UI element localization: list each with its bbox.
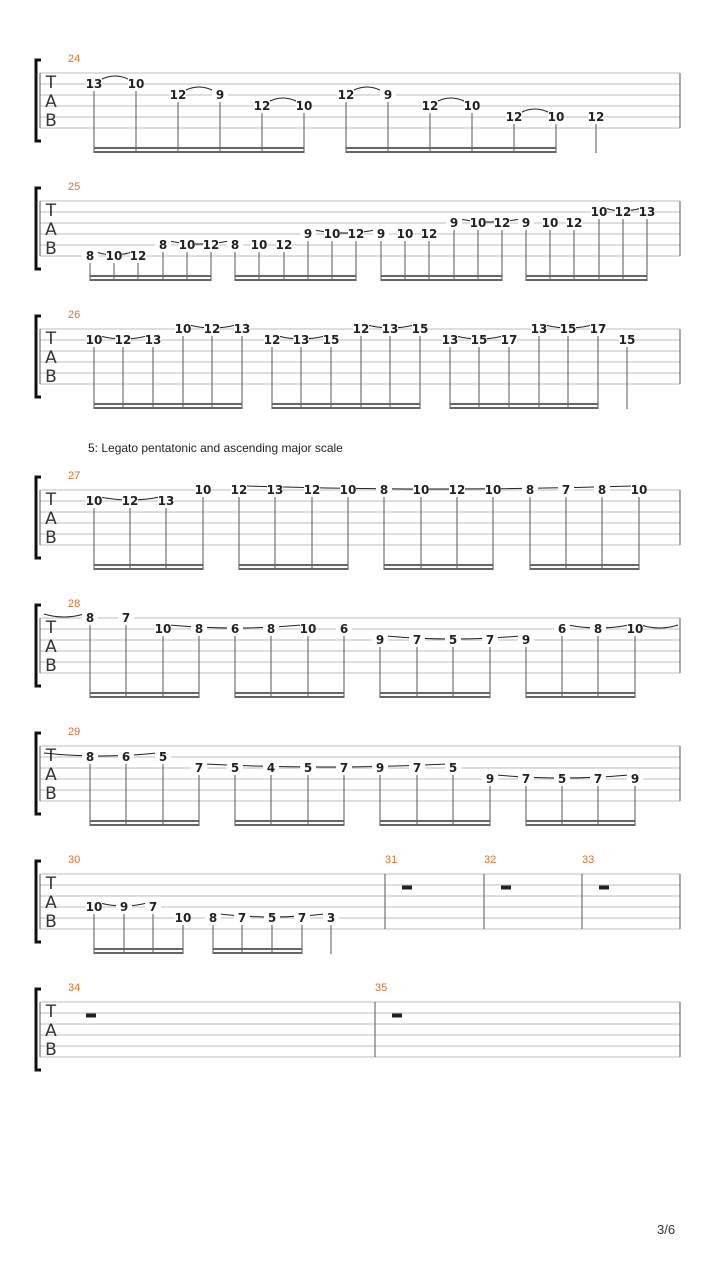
beam: [450, 407, 598, 409]
fret-number: 8: [85, 611, 95, 625]
fret-number: 9: [383, 88, 393, 102]
fret-number: 10: [85, 494, 103, 508]
measure-number: 31: [385, 854, 398, 866]
measure-number: 29: [68, 726, 81, 738]
beam: [530, 568, 639, 570]
tab-system-7: [36, 854, 680, 954]
fret-number: 5: [303, 761, 313, 775]
measure-number: 34: [68, 982, 81, 994]
fret-number: 10: [85, 900, 103, 914]
fret-number: 6: [557, 622, 567, 636]
fret-number: 13: [441, 333, 459, 347]
fret-number: 13: [144, 333, 162, 347]
fret-number: 10: [178, 238, 196, 252]
beam: [381, 275, 502, 277]
fret-number: 12: [505, 110, 523, 124]
fret-number: 8: [525, 483, 535, 497]
beam: [530, 564, 639, 566]
fret-number: 5: [267, 911, 277, 925]
fret-number: 9: [376, 227, 386, 241]
fret-number: 10: [250, 238, 268, 252]
fret-number: 7: [297, 911, 307, 925]
beam: [235, 696, 344, 698]
slur: [352, 87, 382, 91]
beam: [380, 824, 490, 826]
beam: [380, 820, 490, 822]
fret-number: 12: [275, 238, 293, 252]
measure-number: 32: [484, 854, 497, 866]
fret-number: 12: [493, 216, 511, 230]
tab-clef-letter: T: [45, 490, 57, 510]
tab-clef-letter: B: [45, 367, 57, 387]
fret-number: 10: [339, 483, 357, 497]
fret-number: 12: [169, 88, 187, 102]
fret-number: 13: [157, 494, 175, 508]
fret-number: 6: [230, 622, 240, 636]
fret-number: 12: [352, 322, 370, 336]
measure-number: 26: [68, 309, 81, 321]
fret-number: 12: [121, 494, 139, 508]
fret-number: 8: [158, 238, 168, 252]
fret-number: 5: [448, 633, 458, 647]
whole-rest-icon: [392, 1014, 402, 1018]
fret-number: 17: [589, 322, 607, 336]
fret-number: 10: [463, 99, 481, 113]
fret-number: 12: [303, 483, 321, 497]
fret-number: 8: [379, 483, 389, 497]
fret-number: 15: [559, 322, 577, 336]
tab-clef-letter: A: [45, 893, 57, 913]
beam: [239, 568, 348, 570]
tab-clef-letter: A: [45, 92, 57, 112]
beam: [90, 279, 211, 281]
tab-system-1: [36, 53, 680, 153]
fret-number: 10: [105, 249, 123, 263]
fret-number: 7: [412, 761, 422, 775]
fret-number: 9: [521, 633, 531, 647]
slur: [436, 98, 466, 102]
fret-number: 7: [593, 772, 603, 786]
slur: [44, 753, 157, 756]
fret-number: 15: [411, 322, 429, 336]
beam: [94, 147, 304, 149]
fret-number: 10: [174, 322, 192, 336]
fret-number: 7: [237, 911, 247, 925]
beam: [526, 696, 635, 698]
beam: [381, 279, 502, 281]
fret-number: 10: [174, 911, 192, 925]
fret-number: 12: [565, 216, 583, 230]
beam: [235, 692, 344, 694]
fret-number: 10: [547, 110, 565, 124]
slur: [100, 76, 130, 80]
beam: [450, 403, 598, 405]
fret-number: 9: [375, 761, 385, 775]
beam: [384, 564, 493, 566]
tab-clef-letter: T: [45, 746, 57, 766]
fret-number: 15: [322, 333, 340, 347]
tab-clef-letter: A: [45, 220, 57, 240]
beam: [90, 275, 211, 277]
fret-number: 10: [630, 483, 648, 497]
slur: [184, 87, 214, 91]
whole-rest-icon: [501, 886, 511, 890]
tab-clef-letter: T: [45, 73, 57, 93]
fret-number: 5: [230, 761, 240, 775]
fret-number: 13: [530, 322, 548, 336]
fret-number: 10: [541, 216, 559, 230]
fret-number: 12: [421, 99, 439, 113]
fret-number: 7: [148, 900, 158, 914]
fret-number: 10: [85, 333, 103, 347]
fret-number: 8: [85, 750, 95, 764]
fret-number: 12: [203, 322, 221, 336]
tab-clef-letter: A: [45, 1021, 57, 1041]
fret-number: 4: [266, 761, 276, 775]
fret-number: 5: [448, 761, 458, 775]
fret-number: 8: [230, 238, 240, 252]
measure-number: 30: [68, 854, 81, 866]
fret-number: 5: [158, 750, 168, 764]
fret-number: 13: [266, 483, 284, 497]
fret-number: 9: [119, 900, 129, 914]
fret-number: 8: [266, 622, 276, 636]
beam: [94, 564, 203, 566]
measure-number: 24: [68, 53, 81, 65]
tab-clef-letter: A: [45, 348, 57, 368]
fret-number: 12: [337, 88, 355, 102]
fret-number: 12: [263, 333, 281, 347]
beam: [380, 692, 490, 694]
slur: [268, 98, 298, 102]
fret-number: 10: [299, 622, 317, 636]
beam: [346, 151, 556, 153]
fret-number: 6: [121, 750, 131, 764]
fret-number: 3: [326, 911, 336, 925]
fret-number: 9: [521, 216, 531, 230]
beam: [526, 824, 635, 826]
beam: [94, 407, 242, 409]
fret-number: 15: [618, 333, 636, 347]
beam: [213, 952, 302, 954]
tab-system-6: [36, 726, 680, 826]
slur: [641, 625, 678, 628]
whole-rest-icon: [599, 886, 609, 890]
fret-number: 12: [202, 238, 220, 252]
fret-number: 5: [557, 772, 567, 786]
fret-number: 10: [127, 77, 145, 91]
slur: [520, 109, 550, 113]
tab-clef-letter: B: [45, 1040, 57, 1060]
beam: [272, 407, 420, 409]
tab-system-3: [36, 309, 680, 409]
fret-number: 8: [208, 911, 218, 925]
beam: [94, 403, 242, 405]
tab-clef-letter: B: [45, 912, 57, 932]
beam: [526, 275, 647, 277]
fret-number: 12: [448, 483, 466, 497]
fret-number: 12: [347, 227, 365, 241]
beam: [235, 275, 356, 277]
measure-number: 28: [68, 598, 81, 610]
measure-number: 25: [68, 181, 81, 193]
fret-number: 12: [114, 333, 132, 347]
tab-clef-letter: B: [45, 784, 57, 804]
fret-number: 9: [215, 88, 225, 102]
fret-number: 10: [323, 227, 341, 241]
fret-number: 7: [194, 761, 204, 775]
beam: [346, 147, 556, 149]
whole-rest-icon: [86, 1014, 96, 1018]
fret-number: 10: [295, 99, 313, 113]
fret-number: 7: [485, 633, 495, 647]
beam: [380, 696, 490, 698]
fret-number: 10: [396, 227, 414, 241]
fret-number: 8: [194, 622, 204, 636]
tab-clef-letter: T: [45, 329, 57, 349]
fret-number: 10: [412, 483, 430, 497]
beam: [90, 692, 199, 694]
beam: [526, 692, 635, 694]
tab-clef-letter: T: [45, 618, 57, 638]
tab-clef-letter: B: [45, 111, 57, 131]
tab-clef-letter: B: [45, 528, 57, 548]
fret-number: 9: [485, 772, 495, 786]
tab-clef-letter: T: [45, 874, 57, 894]
fret-number: 7: [521, 772, 531, 786]
tab-clef-letter: A: [45, 765, 57, 785]
fret-number: 7: [561, 483, 571, 497]
fret-number: 12: [129, 249, 147, 263]
fret-number: 8: [593, 622, 603, 636]
tab-clef-letter: A: [45, 509, 57, 529]
tab-clef-letter: B: [45, 239, 57, 259]
fret-number: 7: [412, 633, 422, 647]
slur: [44, 614, 84, 617]
tab-clef-letter: T: [45, 1002, 57, 1022]
fret-number: 9: [375, 633, 385, 647]
beam: [235, 820, 344, 822]
fret-number: 10: [484, 483, 502, 497]
measure-number: 33: [582, 854, 595, 866]
tab-clef-letter: B: [45, 656, 57, 676]
fret-number: 12: [230, 483, 248, 497]
section-annotation: 5: Legato pentatonic and ascending major scale: [88, 441, 343, 455]
fret-number: 8: [85, 249, 95, 263]
beam: [90, 820, 199, 822]
fret-number: 6: [339, 622, 349, 636]
measure-number: 27: [68, 470, 81, 482]
fret-number: 13: [638, 205, 656, 219]
beam: [90, 824, 199, 826]
fret-number: 10: [194, 483, 212, 497]
beam: [213, 948, 302, 950]
page-number: 3/6: [657, 1222, 676, 1237]
tab-system-5: [36, 598, 680, 698]
fret-number: 15: [470, 333, 488, 347]
beam: [526, 279, 647, 281]
fret-number: 13: [233, 322, 251, 336]
fret-number: 13: [381, 322, 399, 336]
whole-rest-icon: [402, 886, 412, 890]
fret-number: 9: [303, 227, 313, 241]
fret-number: 12: [420, 227, 438, 241]
fret-number: 17: [500, 333, 518, 347]
beam: [235, 279, 356, 281]
beam: [235, 824, 344, 826]
fret-number: 7: [339, 761, 349, 775]
beam: [90, 696, 199, 698]
tab-system-4: [36, 441, 680, 570]
fret-number: 12: [253, 99, 271, 113]
beam: [526, 820, 635, 822]
tab-system-8: [36, 982, 680, 1070]
fret-number: 9: [630, 772, 640, 786]
beam: [239, 564, 348, 566]
measure-number: 35: [375, 982, 388, 994]
beam: [94, 948, 183, 950]
fret-number: 12: [587, 110, 605, 124]
tab-clef-letter: T: [45, 201, 57, 221]
fret-number: 10: [469, 216, 487, 230]
beam: [272, 403, 420, 405]
fret-number: 8: [597, 483, 607, 497]
beam: [94, 568, 203, 570]
fret-number: 12: [614, 205, 632, 219]
beam: [94, 151, 304, 153]
beam: [94, 952, 183, 954]
fret-number: 10: [626, 622, 644, 636]
beam: [384, 568, 493, 570]
fret-number: 10: [154, 622, 172, 636]
fret-number: 7: [121, 611, 131, 625]
tab-system-2: [36, 181, 680, 281]
fret-number: 9: [449, 216, 459, 230]
fret-number: 13: [85, 77, 103, 91]
tab-clef-letter: A: [45, 637, 57, 657]
fret-number: 10: [590, 205, 608, 219]
fret-number: 13: [292, 333, 310, 347]
